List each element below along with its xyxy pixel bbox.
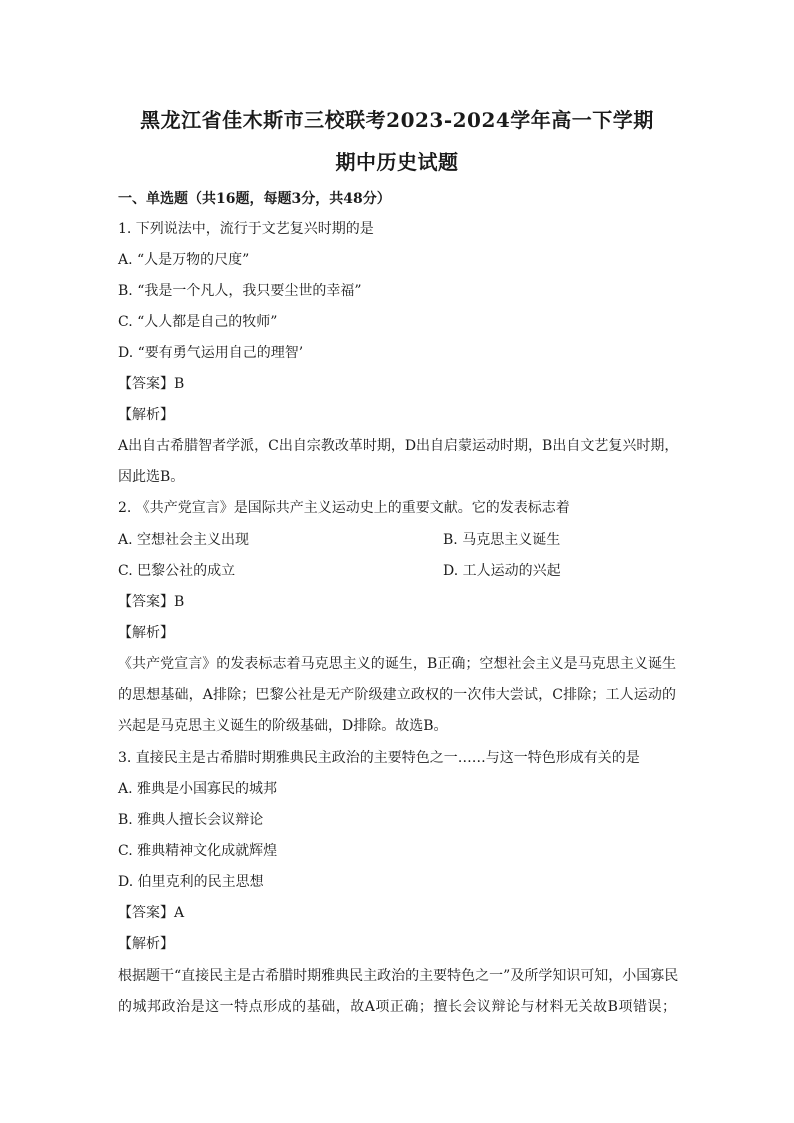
question-2-analysis-line-1: 《共产党宣言》的发表标志着马克思主义的诞生，B正确；空想社会主义是马克思主义诞生 — [118, 656, 676, 672]
section-header: 一、单选题（共16题，每题3分，共48分） — [118, 191, 391, 207]
question-2-analysis-label: 【解析】 — [118, 625, 174, 641]
question-3-analysis-line-2: 的城邦政治是这一特点形成的基础，故A项正确；擅长会议辩论与材料无关故B项错误； — [118, 999, 676, 1015]
question-2-option-d: D. 工人运动的兴起 — [443, 563, 561, 579]
question-3-option-c: C. 雅典精神文化成就辉煌 — [118, 843, 278, 859]
document-title-line-1: 黑龙江省佳木斯市三校联考2023-2024学年高一下学期 — [140, 108, 654, 132]
document-title-line-2: 期中历史试题 — [335, 150, 459, 174]
question-1-analysis-line-1: A出自古希腊智者学派，C出自宗教改革时期，D出自启蒙运动时期，B出自文艺复兴时期， — [118, 438, 679, 454]
question-1-answer: 【答案】B — [118, 376, 185, 392]
question-3-answer: 【答案】A — [118, 905, 185, 921]
question-2-analysis-line-2: 的思想基础，A排除；巴黎公社是无产阶级建立政权的一次伟大尝试，C排除；工人运动的 — [118, 687, 676, 703]
question-2-stem: 2. 《共产党宣言》是国际共产主义运动史上的重要文献。它的发表标志着 — [118, 500, 570, 516]
question-1-analysis-line-2: 因此选B。 — [118, 469, 185, 485]
question-2-option-b: B. 马克思主义诞生 — [443, 532, 561, 548]
question-1-option-c: C. “人人都是自己的牧师” — [118, 314, 278, 330]
question-1-option-d: D. “要有勇气运用自己的理智’ — [118, 345, 304, 361]
question-2-option-c: C. 巴黎公社的成立 — [118, 563, 236, 579]
question-2-analysis-line-3: 兴起是马克思主义诞生的阶级基础，D排除。故选B。 — [118, 718, 448, 734]
question-3-stem: 3. 直接民主是古希腊时期雅典民主政治的主要特色之一……与这一特色形成有关的是 — [118, 750, 640, 766]
question-2-option-a: A. 空想社会主义出现 — [118, 532, 250, 548]
question-3-option-b: B. 雅典人擅长会议辩论 — [118, 812, 264, 828]
question-1-option-b: B. “我是一个凡人，我只要尘世的幸福” — [118, 283, 362, 299]
question-3-option-a: A. 雅典是小国寡民的城邦 — [118, 781, 278, 797]
question-1-option-a: A. “人是万物的尺度” — [118, 252, 250, 268]
question-1-stem: 1. 下列说法中，流行于文艺复兴时期的是 — [118, 221, 374, 237]
question-3-analysis-line-1: 根据题干“直接民主是古希腊时期雅典民主政治的主要特色之一”及所学知识可知，小国寡民 — [118, 968, 679, 984]
question-1-analysis-label: 【解析】 — [118, 407, 174, 423]
question-3-analysis-label: 【解析】 — [118, 936, 174, 952]
question-2-answer: 【答案】B — [118, 594, 185, 610]
question-3-option-d: D. 伯里克利的民主思想 — [118, 874, 264, 890]
